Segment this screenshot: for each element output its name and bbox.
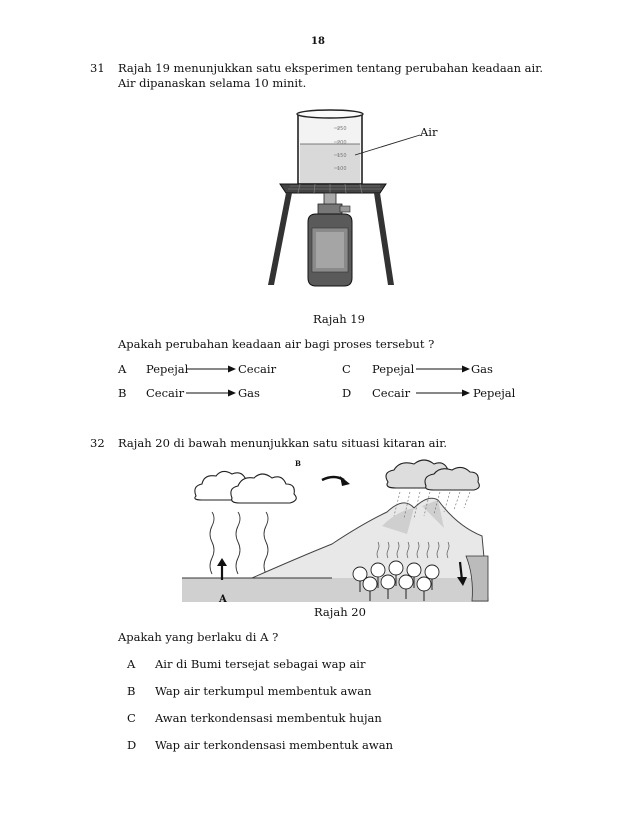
q32-option-c-text: Awan terkondensasi membentuk hujan [155,711,382,725]
q32-option-b-letter: B [127,684,136,698]
q31-option-c-letter: C [342,362,351,376]
q32-option-b-text: Wap air terkumpul membentuk awan [155,684,372,698]
q32-option-a-letter: A [127,657,136,671]
figure-19-illustration [260,100,440,300]
q31-option-a-from: Pepejal [146,362,189,376]
q32-option-a-text: Air di Bumi tersejat sebagai wap air [155,657,366,671]
arrow-right-icon [416,388,470,398]
q32-number: 32 [90,436,105,450]
arrow-right-icon [186,364,236,374]
q32-option-d-letter: D [127,738,137,752]
beaker-mark-200: 200 [337,140,347,146]
q31-option-d-to: Pepejal [473,386,516,400]
q31-question: Apakah perubahan keadaan air bagi proses tersebut ? [118,337,435,351]
q31-option-b-to: Gas [238,386,260,400]
q31-option-b-letter: B [118,386,127,400]
figure-20-caption: Rajah 20 [314,605,366,619]
figure-20-label-b: B [295,459,301,468]
q32-stem-line1: Rajah 20 di bawah menunjukkan satu situasi kitaran air. [118,436,448,450]
arrow-right-icon [416,364,470,374]
q31-option-a-letter: A [118,362,127,376]
q32-question: Apakah yang berlaku di A ? [118,630,279,644]
q31-option-c-from: Pepejal [372,362,415,376]
q31-stem-line2: Air dipanaskan selama 10 minit. [118,76,307,90]
q31-number: 31 [90,61,105,75]
beaker-mark-250: 250 [337,126,347,132]
q31-option-c-to: Gas [471,362,493,376]
q31-option-d-from: Cecair [372,386,411,400]
q31-option-b-from: Cecair [146,386,185,400]
page-number: 18 [311,36,325,47]
beaker-mark-150: 150 [337,153,347,159]
figure-19-caption: Rajah 19 [313,312,365,326]
beaker-mark-100: 100 [337,166,347,172]
q32-option-d-text: Wap air terkondensasi membentuk awan [155,738,393,752]
q31-stem-line1: Rajah 19 menunjukkan satu eksperimen tentang perubahan keadaan air. [118,61,544,75]
figure-19-label-air: Air [420,125,438,139]
q31-option-d-letter: D [342,386,352,400]
arrow-right-icon [186,388,236,398]
q32-option-c-letter: C [127,711,136,725]
q31-option-a-to: Cecair [238,362,277,376]
figure-20-illustration [182,456,492,606]
figure-20-label-a: A [219,594,227,605]
